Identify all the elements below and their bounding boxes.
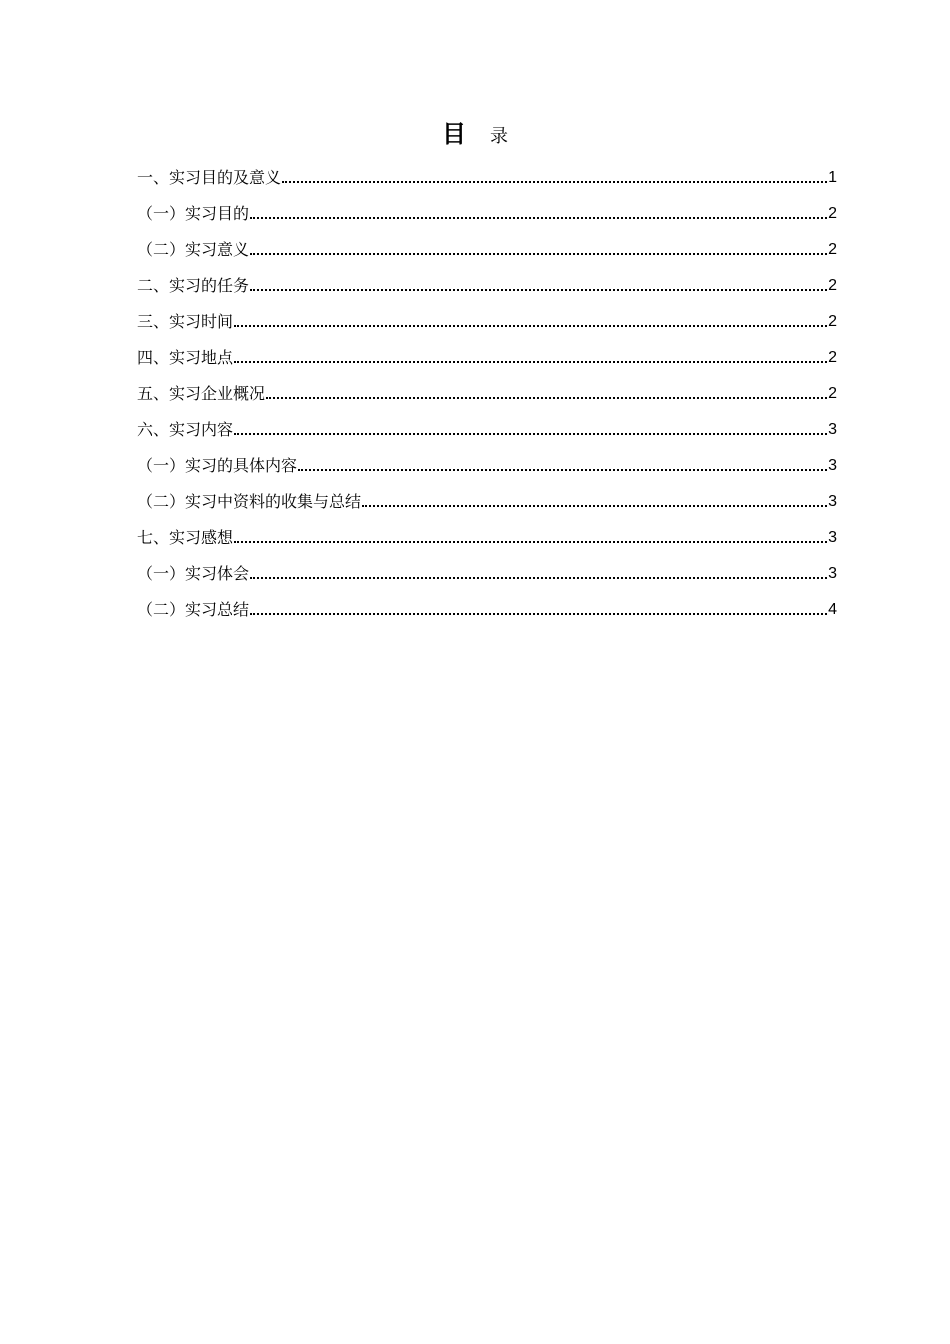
toc-entry[interactable] <box>137 224 837 260</box>
toc-title-char-2: 录 <box>490 126 508 147</box>
toc-entry-label: （一）实习目的 <box>137 204 250 223</box>
toc-page-number: 2 <box>828 205 837 222</box>
toc-page-number: 2 <box>828 313 837 330</box>
toc-entry-label: 七、实习感想 <box>137 528 234 547</box>
dot-leader <box>250 289 827 291</box>
toc-page-number: 1 <box>828 169 837 186</box>
toc-page-number: 4 <box>828 601 837 618</box>
toc-page-number: 2 <box>828 277 837 294</box>
toc-entry-label: （二）实习中资料的收集与总结 <box>137 492 362 511</box>
toc-title <box>0 114 950 149</box>
toc-entry[interactable] <box>137 476 837 512</box>
toc-entry[interactable] <box>137 152 837 188</box>
toc-entry[interactable] <box>137 440 837 476</box>
toc-entry[interactable] <box>137 368 837 404</box>
table-of-contents <box>137 152 837 620</box>
toc-page-number: 2 <box>828 385 837 402</box>
toc-entry[interactable] <box>137 332 837 368</box>
toc-entry-label: 三、实习时间 <box>137 312 234 331</box>
dot-leader <box>362 505 827 507</box>
dot-leader <box>250 577 827 579</box>
dot-leader <box>298 469 827 471</box>
toc-entry-label: （二）实习意义 <box>137 240 250 259</box>
toc-entry[interactable] <box>137 512 837 548</box>
dot-leader <box>250 217 827 219</box>
toc-page-number: 3 <box>828 421 837 438</box>
toc-page-number: 3 <box>828 493 837 510</box>
toc-page-number: 3 <box>828 457 837 474</box>
toc-page-number: 3 <box>828 529 837 546</box>
dot-leader <box>234 361 827 363</box>
toc-entry[interactable] <box>137 188 837 224</box>
toc-page-number: 2 <box>828 241 837 258</box>
dot-leader <box>234 433 827 435</box>
dot-leader <box>282 181 827 183</box>
toc-entry-label: （一）实习体会 <box>137 564 250 583</box>
toc-entry-label: 一、实习目的及意义 <box>137 168 282 187</box>
toc-entry-label: 四、实习地点 <box>137 348 234 367</box>
toc-entry[interactable] <box>137 404 837 440</box>
toc-entry-label: （一）实习的具体内容 <box>137 456 298 475</box>
toc-entry[interactable] <box>137 548 837 584</box>
dot-leader <box>234 541 827 543</box>
dot-leader <box>250 253 827 255</box>
toc-page-number: 2 <box>828 349 837 366</box>
toc-entry[interactable] <box>137 296 837 332</box>
toc-entry[interactable] <box>137 584 837 620</box>
toc-entry[interactable] <box>137 260 837 296</box>
toc-title-char-1: 目 <box>442 120 466 148</box>
dot-leader <box>250 613 827 615</box>
dot-leader <box>266 397 827 399</box>
toc-page-number: 3 <box>828 565 837 582</box>
dot-leader <box>234 325 827 327</box>
toc-entry-label: 六、实习内容 <box>137 420 234 439</box>
toc-entry-label: （二）实习总结 <box>137 600 250 619</box>
toc-entry-label: 二、实习的任务 <box>137 276 250 295</box>
toc-entry-label: 五、实习企业概况 <box>137 384 266 403</box>
